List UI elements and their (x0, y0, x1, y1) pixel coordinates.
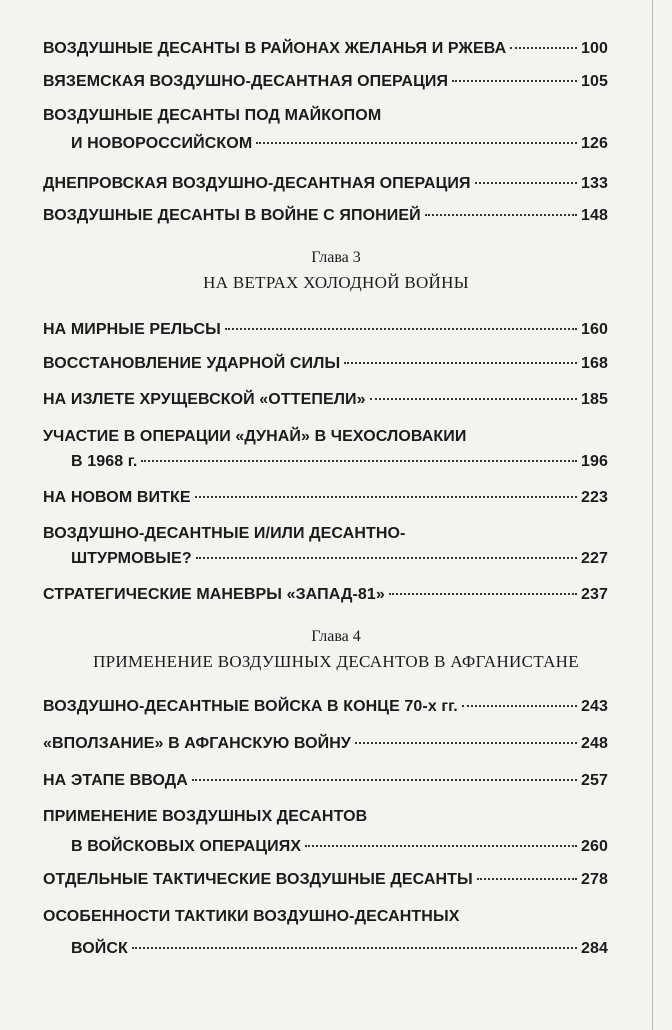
dot-leader (344, 362, 577, 364)
toc-entry (43, 697, 608, 717)
dot-leader (355, 742, 577, 744)
toc-entry-title-line1: ПРИМЕНЕНИЕ ВОЗДУШНЫХ ДЕСАНТОВ (43, 808, 368, 825)
dot-leader (477, 878, 577, 880)
dot-leader (305, 845, 577, 847)
toc-entry-title: СТРАТЕГИЧЕСКИЕ МАНЕВРЫ «ЗАПАД-81» (43, 586, 385, 603)
toc-entry-title: НА ЭТАПЕ ВВОДА (43, 772, 188, 789)
toc-entry-page: 243 (581, 698, 608, 715)
toc-entry (43, 734, 608, 754)
dot-leader (475, 182, 577, 184)
toc-entry (43, 354, 608, 374)
toc-entry-title: ОТДЕЛЬНЫЕ ТАКТИЧЕСКИЕ ВОЗДУШНЫЕ ДЕСАНТЫ (43, 871, 473, 888)
dot-leader (510, 47, 577, 49)
dot-leader (132, 947, 577, 949)
dot-leader (141, 460, 577, 462)
toc-entry-page: 126 (581, 135, 608, 152)
dot-leader (452, 80, 577, 82)
toc-entry (43, 488, 608, 508)
toc-entry (43, 427, 608, 472)
toc-entry-title-line1: УЧАСТИЕ В ОПЕРАЦИИ «ДУНАЙ» В ЧЕХОСЛОВАКИИ (43, 428, 467, 445)
toc-entry-page: 237 (581, 586, 608, 603)
toc-entry (43, 524, 608, 569)
toc-entry-page: 278 (581, 871, 608, 888)
chapter-label: Глава 3 (311, 249, 361, 266)
toc-entry-page: 100 (581, 40, 608, 57)
toc-entry-page: 160 (581, 321, 608, 338)
toc-entry-title: НА НОВОМ ВИТКЕ (43, 489, 191, 506)
toc-entry (43, 807, 608, 857)
dot-leader (389, 593, 577, 595)
toc-entry (43, 907, 608, 959)
toc-entry-page: 133 (581, 175, 608, 192)
toc-entry (43, 206, 608, 226)
toc-entry-title-line2: В ВОЙСКОВЫХ ОПЕРАЦИЯХ (71, 838, 302, 855)
toc-entry-page: 105 (581, 73, 608, 90)
toc-entry-title-line1: ОСОБЕННОСТИ ТАКТИКИ ВОЗДУШНО-ДЕСАНТНЫХ (43, 908, 460, 925)
toc-entry (43, 585, 608, 605)
toc-entry (43, 390, 608, 410)
toc-entry-title-line2: ШТУРМОВЫЕ? (71, 550, 192, 567)
dot-leader (425, 214, 577, 216)
toc-entry-title: «ВПОЛЗАНИЕ» В АФГАНСКУЮ ВОЙНУ (43, 735, 351, 752)
toc-entry (43, 72, 608, 92)
toc-entry-page: 284 (581, 940, 608, 957)
dot-leader (462, 705, 577, 707)
toc-entry-title: ВОЗДУШНО-ДЕСАНТНЫЕ ВОЙСКА В КОНЦЕ 70-х гг. (43, 698, 458, 715)
toc-entry-title-line2: В 1968 г. (71, 453, 138, 470)
toc-entry-page: 168 (581, 355, 608, 372)
toc-entry-title: ВОЗДУШНЫЕ ДЕСАНТЫ В ВОЙНЕ С ЯПОНИЕЙ (43, 207, 421, 224)
toc-entry-title: ВОЗДУШНЫЕ ДЕСАНТЫ В РАЙОНАХ ЖЕЛАНЬЯ И РЖЕВА (43, 40, 507, 57)
chapter-title: ПРИМЕНЕНИЕ ВОЗДУШНЫХ ДЕСАНТОВ В АФГАНИСТАНЕ (93, 652, 579, 671)
toc-entry-title: ВОССТАНОВЛЕНИЕ УДАРНОЙ СИЛЫ (43, 355, 341, 372)
toc-entry-page: 257 (581, 772, 608, 789)
dot-leader (196, 557, 577, 559)
dot-leader (192, 779, 577, 781)
toc-entry-title-line2: И НОВОРОССИЙСКОМ (71, 135, 253, 152)
toc-entry-title: НА ИЗЛЕТЕ ХРУЩЕВСКОЙ «ОТТЕПЕЛИ» (43, 391, 366, 408)
toc-entry-page: 227 (581, 550, 608, 567)
toc-entry (43, 320, 608, 340)
toc-entry-page: 223 (581, 489, 608, 506)
dot-leader (225, 328, 577, 330)
toc-entry-title-line1: ВОЗДУШНО-ДЕСАНТНЫЕ И/ИЛИ ДЕСАНТНО- (43, 525, 406, 542)
toc-entry-title: ВЯЗЕМСКАЯ ВОЗДУШНО-ДЕСАНТНАЯ ОПЕРАЦИЯ (43, 73, 449, 90)
toc-entry-page: 185 (581, 391, 608, 408)
toc-entry (43, 174, 608, 194)
toc-entry-title-line1: ВОЗДУШНЫЕ ДЕСАНТЫ ПОД МАЙКОПОМ (43, 107, 382, 124)
toc-entry-page: 248 (581, 735, 608, 752)
toc-entry (43, 39, 608, 59)
chapter-label: Глава 4 (311, 628, 361, 645)
toc-entry-title-line2: ВОЙСК (71, 940, 128, 957)
dot-leader (370, 398, 577, 400)
toc-entry-page: 196 (581, 453, 608, 470)
toc-entry (43, 106, 608, 154)
toc-entry-page: 148 (581, 207, 608, 224)
toc-entry (43, 870, 608, 890)
toc-entry (43, 771, 608, 791)
dot-leader (256, 142, 577, 144)
toc-entry-title: ДНЕПРОВСКАЯ ВОЗДУШНО-ДЕСАНТНАЯ ОПЕРАЦИЯ (43, 175, 471, 192)
page-edge-rule (652, 0, 653, 1030)
toc-entry-page: 260 (581, 838, 608, 855)
dot-leader (195, 496, 577, 498)
chapter-title: НА ВЕТРАХ ХОЛОДНОЙ ВОЙНЫ (203, 273, 469, 292)
toc-entry-title: НА МИРНЫЕ РЕЛЬСЫ (43, 321, 221, 338)
